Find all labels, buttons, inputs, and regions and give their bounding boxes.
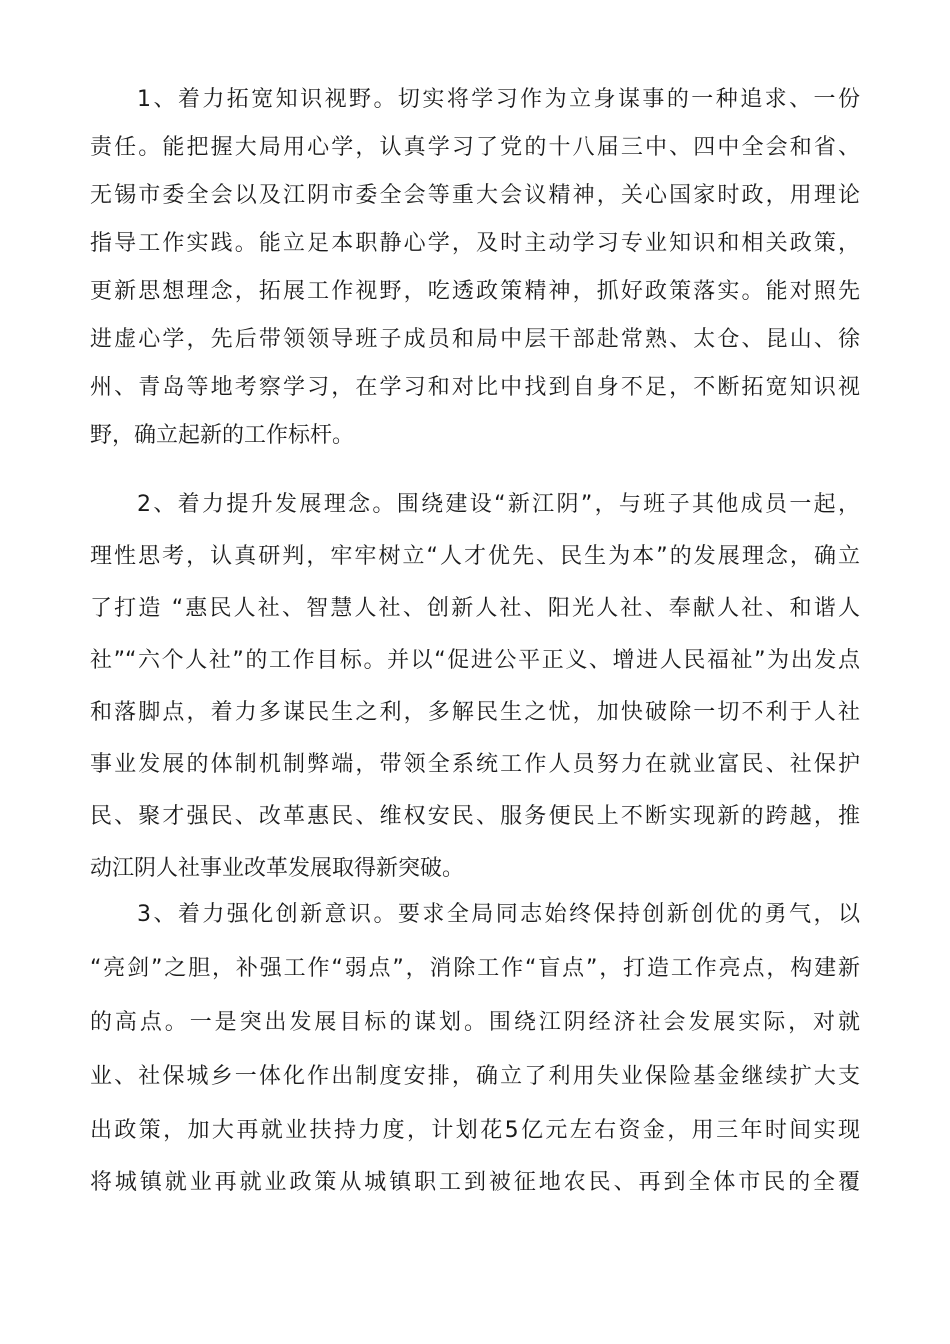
paragraph-1-line-4: 指导工作实践。能立足本职静心学，及时主动学习专业知识和相关政策， bbox=[90, 231, 860, 256]
paragraph-1-line-3: 无锡市委全会以及江阴市委全会等重大会议精神，关心国家时政，用理论 bbox=[90, 183, 860, 208]
paragraph-1-line-8: 野，确立起新的工作标杆。 bbox=[90, 423, 355, 448]
paragraph-3-line-3: 的高点。一是突出发展目标的谋划。围绕江阴经济社会发展实际，对就 bbox=[90, 1010, 860, 1035]
paragraph-2-line-6: 事业发展的体制机制弊端，带领全系统工作人员努力在就业富民、社保护 bbox=[90, 752, 860, 777]
paragraph-1-line-6: 进虚心学，先后带领领导班子成员和局中层干部赴常熟、太仓、昆山、徐 bbox=[90, 327, 860, 352]
paragraph-2-line-1: 2、着力提升发展理念。围绕建设“新江阴”，与班子其他成员一起， bbox=[137, 492, 860, 517]
paragraph-3-line-5: 出政策，加大再就业扶持力度，计划花5亿元左右资金，用三年时间实现 bbox=[90, 1118, 860, 1143]
paragraph-2-line-3: 了打造 “惠民人社、智慧人社、创新人社、阳光人社、奉献人社、和谐人 bbox=[90, 596, 860, 621]
paragraph-1-line-5: 更新思想理念，拓展工作视野，吃透政策精神，抓好政策落实。能对照先 bbox=[90, 279, 860, 304]
paragraph-3-line-2: “亮剑”之胆，补强工作“弱点”，消除工作“盲点”，打造工作亮点，构建新 bbox=[90, 956, 860, 981]
paragraph-3-line-1: 3、着力强化创新意识。要求全局同志始终保持创新创优的勇气，以 bbox=[137, 902, 860, 927]
paragraph-2-line-4: 社”“六个人社”的工作目标。并以“促进公平正义、增进人民福祉”为出发点 bbox=[90, 648, 860, 673]
paragraph-3-line-4: 业、社保城乡一体化作出制度安排，确立了利用失业保险基金继续扩大支 bbox=[90, 1064, 860, 1089]
paragraph-2-line-7: 民、聚才强民、改革惠民、维权安民、服务便民上不断实现新的跨越，推 bbox=[90, 804, 860, 829]
paragraph-1-line-1: 1、着力拓宽知识视野。切实将学习作为立身谋事的一种追求、一份 bbox=[137, 87, 860, 112]
paragraph-2-line-2: 理性思考，认真研判，牢牢树立“人才优先、民生为本”的发展理念，确立 bbox=[90, 544, 860, 569]
paragraph-3-line-6: 将城镇就业再就业政策从城镇职工到被征地农民、再到全体市民的全覆 bbox=[90, 1170, 860, 1195]
paragraph-1-line-7: 州、青岛等地考察学习，在学习和对比中找到自身不足，不断拓宽知识视 bbox=[90, 375, 860, 400]
paragraph-2-line-5: 和落脚点，着力多谋民生之利，多解民生之忧，加快破除一切不利于人社 bbox=[90, 700, 860, 725]
paragraph-1-line-2: 责任。能把握大局用心学，认真学习了党的十八届三中、四中全会和省、 bbox=[90, 135, 860, 160]
paragraph-2-line-8: 动江阴人社事业改革发展取得新突破。 bbox=[90, 856, 465, 881]
